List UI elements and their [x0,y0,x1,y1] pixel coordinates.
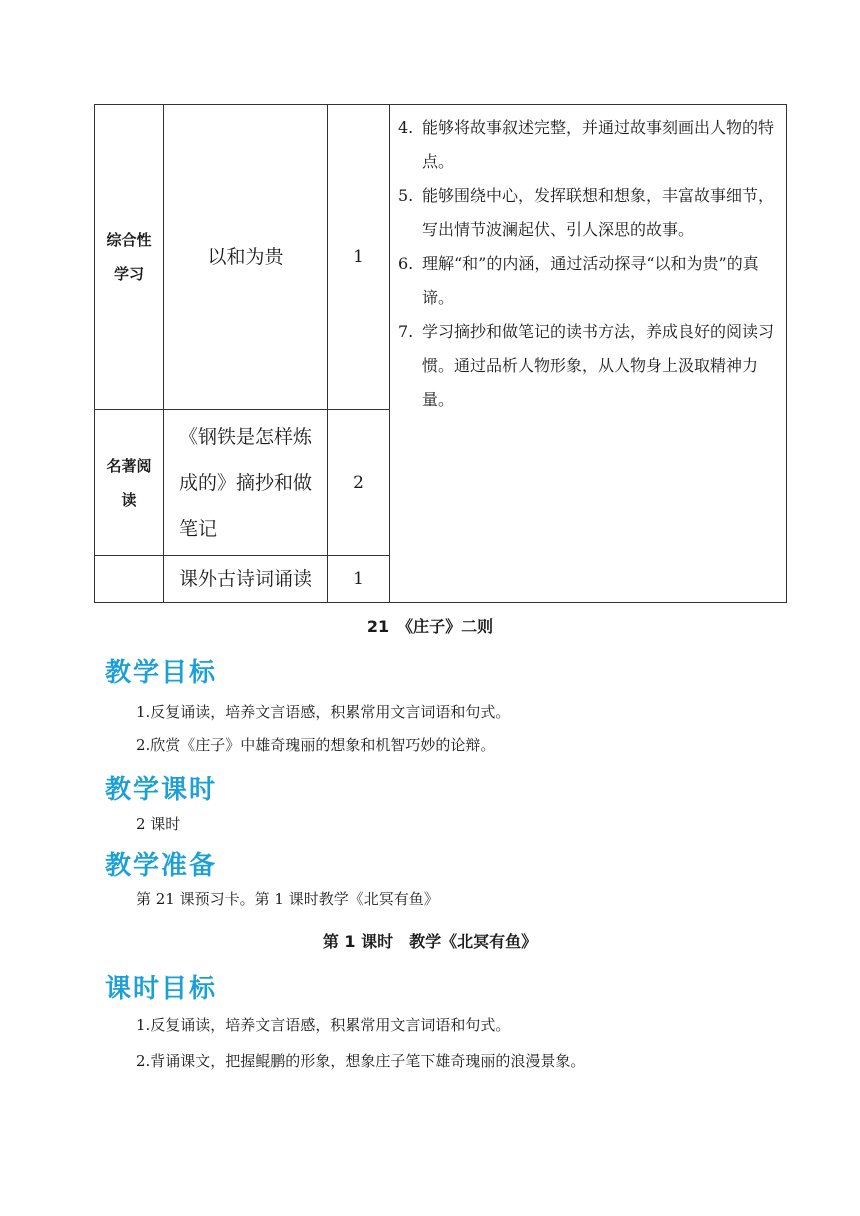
goals-cell [390,105,787,603]
goal-number: 7. [398,322,414,341]
goal-text: 理解“和”的内涵，通过活动探寻“以和为贵”的真谛。 [422,254,759,307]
goal-item [398,315,780,417]
section-heading-objectives: 教学目标 [105,658,218,688]
period-goal-item: 2.背诵课文，把握鲲鹏的形象，想象庄子笔下雄奇瑰丽的浪漫景象。 [136,1052,586,1070]
lesson-title-line: 成的》摘抄和做 [178,471,312,494]
unit-plan-table [94,104,787,603]
activity-type-line: 名著阅 [106,456,152,475]
lesson-title-cell [164,410,328,556]
table-row [95,105,787,410]
prep-text: 第 21 课预习卡。第 1 课时教学《北冥有鱼》 [136,890,439,908]
activity-type-cell [95,410,164,556]
period-goal-item: 1.反复诵读，培养文言语感，积累常用文言词语和句式。 [136,1016,511,1034]
goal-item [398,179,780,247]
lesson-title-cell: 课外古诗词诵读 [164,556,328,603]
goal-item [398,247,780,315]
objective-item: 1.反复诵读，培养文言语感，积累常用文言词语和句式。 [136,703,511,721]
objective-item: 2.欣赏《庄子》中雄奇瑰丽的想象和机智巧妙的论辩。 [136,736,496,754]
goal-number: 6. [398,254,414,273]
goal-number: 5. [398,186,414,205]
hours-cell: 1 [328,105,390,410]
section-heading-prep: 教学准备 [105,851,218,881]
lesson-title-cell: 以和为贵 [164,105,328,410]
activity-type-line: 综合性 [106,231,152,249]
hours-cell: 2 [328,410,390,556]
activity-type-line: 读 [121,490,137,509]
hours-text: 2 课时 [136,815,181,833]
section-heading-hours: 教学课时 [105,775,218,805]
lesson-title-line: 《钢铁是怎样炼 [178,425,312,448]
period-heading: 第 1 课时 教学《北冥有鱼》 [322,932,538,951]
goal-text: 能够围绕中心，发挥联想和想象，丰富故事细节，写出情节波澜起伏、引人深思的故事。 [422,186,775,239]
section-heading-period-goals: 课时目标 [105,974,218,1004]
lesson-heading: 21 《庄子》二则 [366,617,494,636]
activity-type-cell [95,556,164,603]
activity-type-cell [95,105,164,410]
goal-number: 4. [398,118,414,137]
goal-item [398,111,780,179]
activity-type-line: 学习 [113,265,144,283]
goal-text: 学习摘抄和做笔记的读书方法，养成良好的阅读习惯。通过品析人物形象，从人物身上汲取精神力量。 [422,322,775,409]
hours-cell: 1 [328,556,390,603]
lesson-title-line: 笔记 [178,517,217,540]
goal-text: 能够将故事叙述完整，并通过故事刻画出人物的特点。 [422,118,775,171]
